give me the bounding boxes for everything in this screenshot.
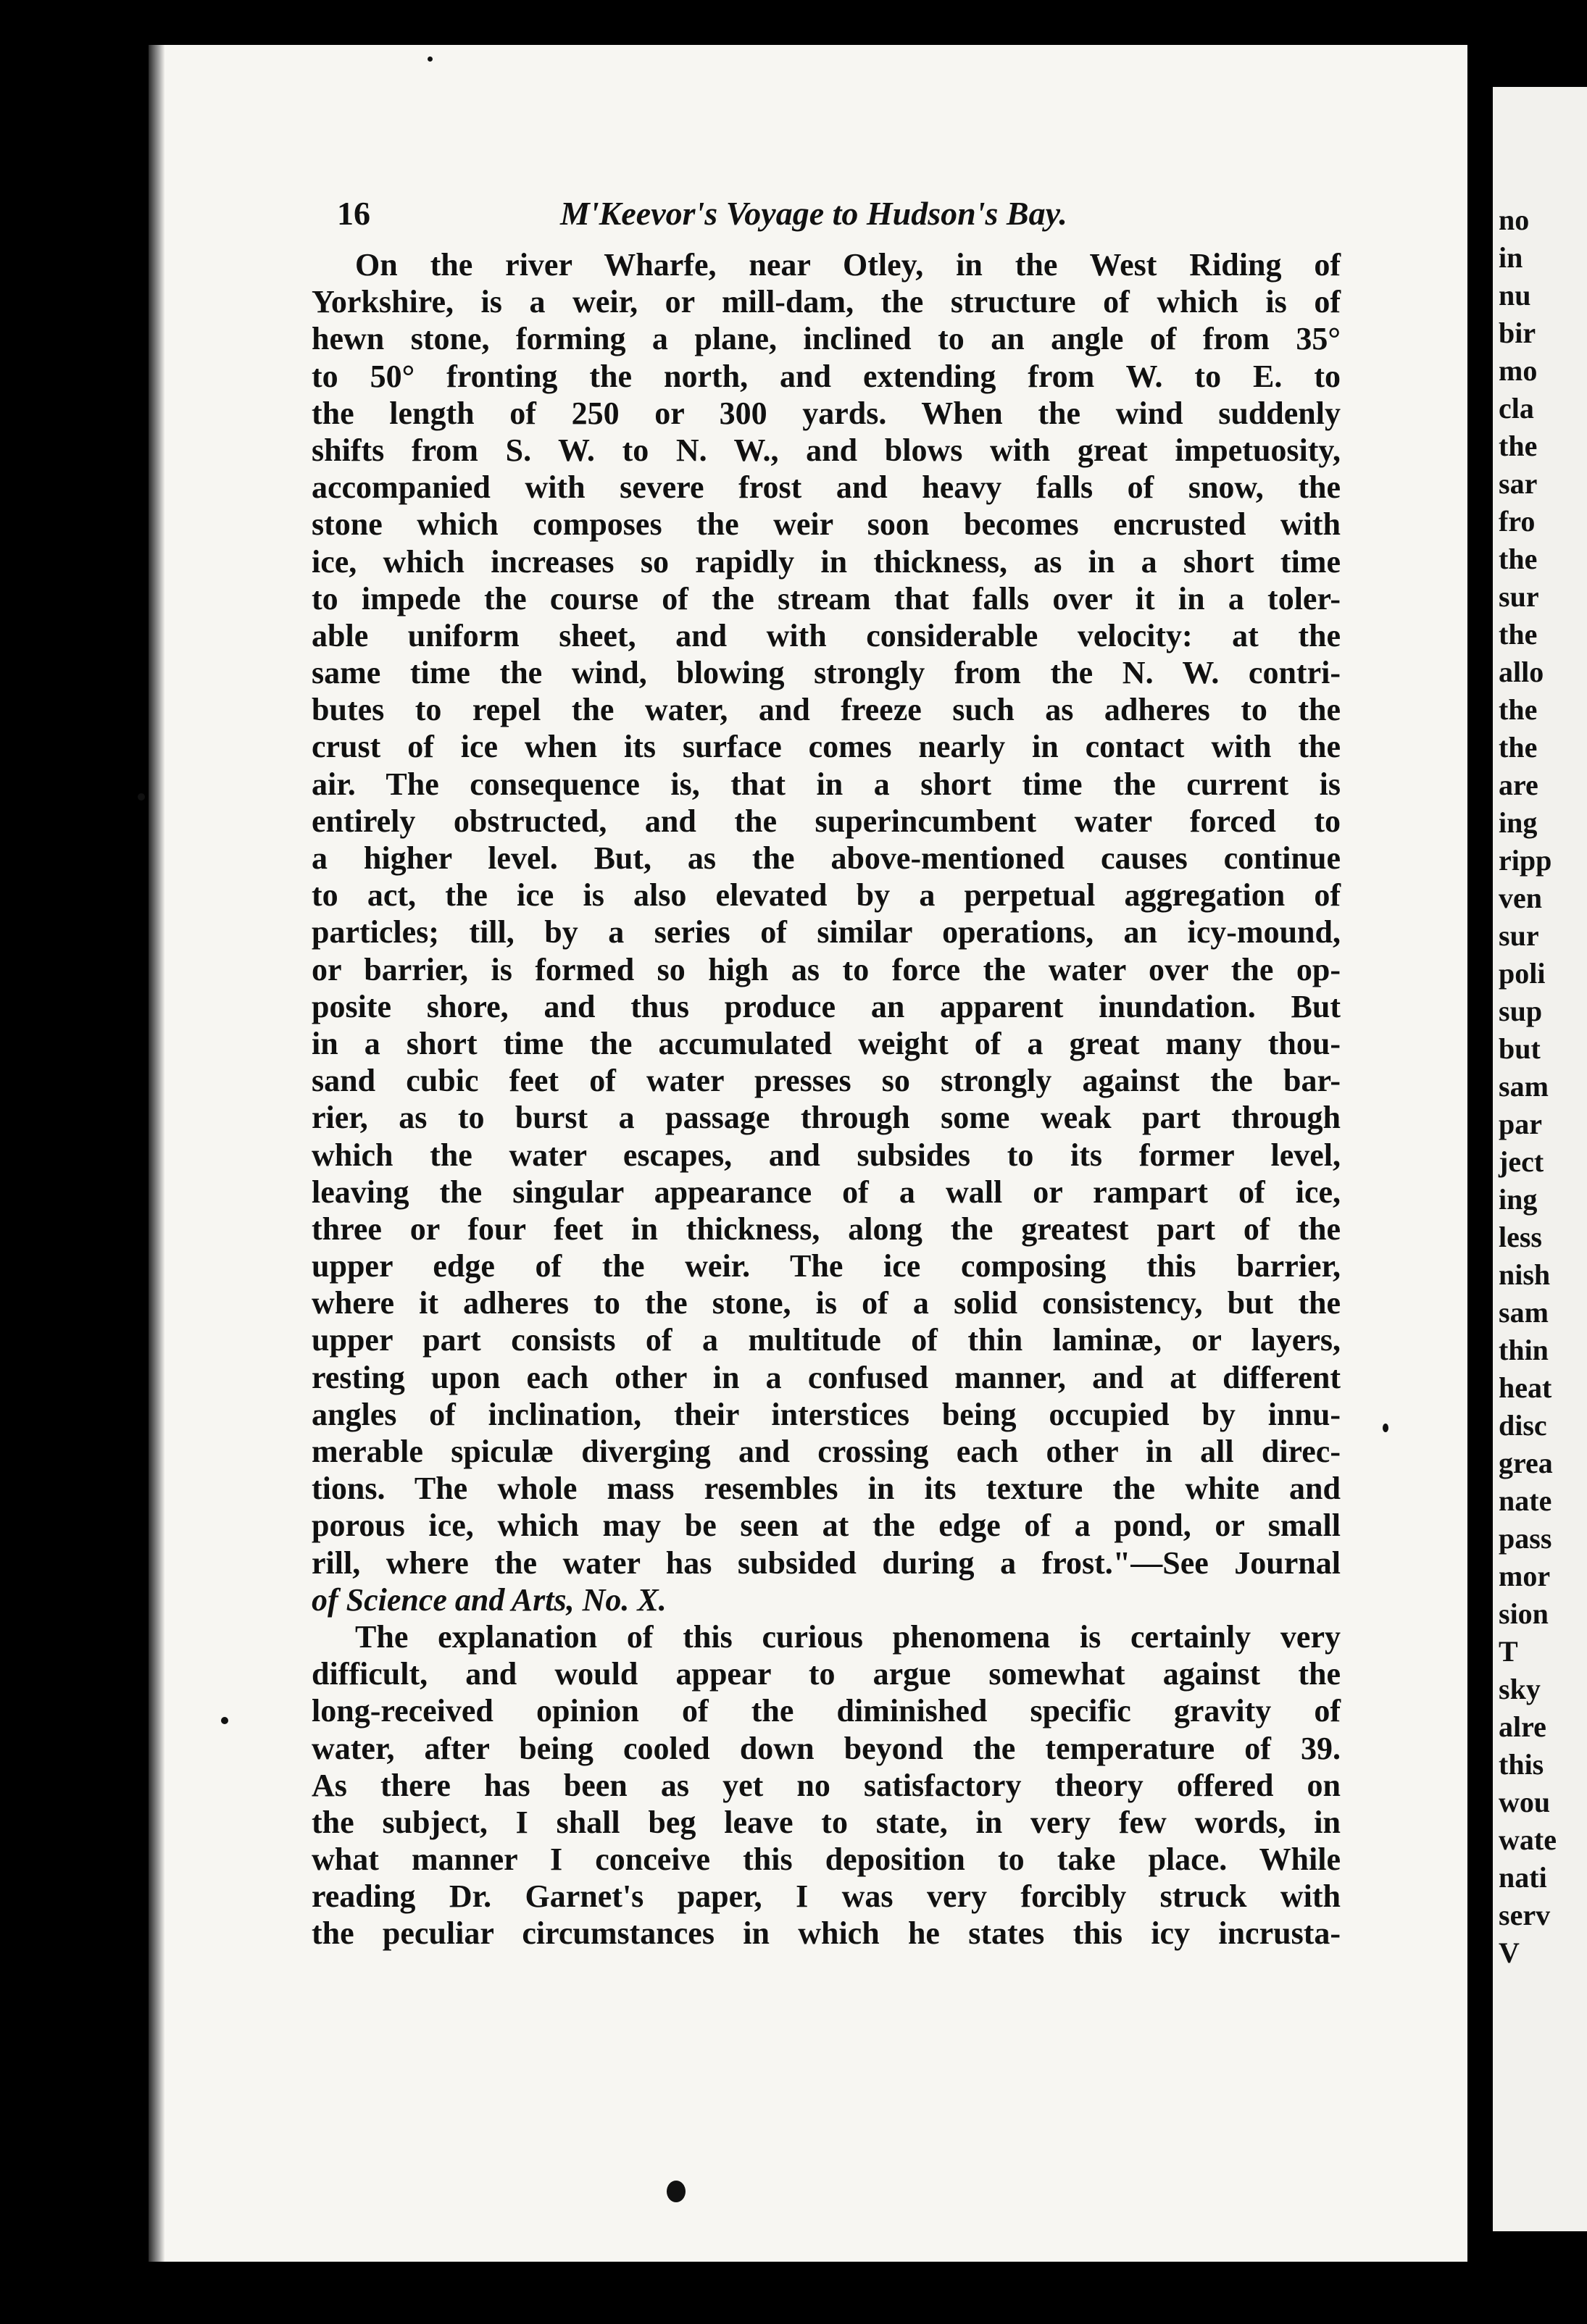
adjacent-page-fragment: bir xyxy=(1499,317,1536,349)
ink-speck xyxy=(428,57,433,62)
text-line: resting upon each other in a confused manner, and at different xyxy=(312,1359,1341,1395)
adjacent-page-fragment: less xyxy=(1499,1221,1542,1253)
text-line: to 50° fronting the north, and extending from W. to E. to xyxy=(312,358,1341,394)
text-line: Yorkshire, is a weir, or mill-dam, the structure of which is of xyxy=(312,284,1341,320)
text-line: The explanation of this curious phenomena is certainly very xyxy=(355,1618,1341,1655)
adjacent-page-fragment: cla xyxy=(1499,392,1534,425)
adjacent-page-fragment: the xyxy=(1499,618,1538,651)
text-line: air. The consequence is, that in a short time the current is xyxy=(312,766,1341,802)
adjacent-page-fragment: wou xyxy=(1499,1786,1551,1818)
adjacent-page-fragment: nate xyxy=(1499,1484,1552,1517)
adjacent-page-fragment: mor xyxy=(1499,1560,1551,1592)
adjacent-page-fragment: no xyxy=(1499,204,1530,236)
text-line: what manner I conceive this deposition to take place. While xyxy=(312,1842,1341,1878)
text-line: hewn stone, forming a plane, inclined to an angle of from 35° xyxy=(312,321,1341,357)
adjacent-page-fragment: in xyxy=(1499,241,1523,274)
adjacent-page-fragment: alre xyxy=(1499,1710,1546,1743)
adjacent-page-fragment: poli xyxy=(1499,957,1546,990)
text-line: upper part consists of a multitude of thin laminæ, or layers, xyxy=(312,1322,1341,1358)
text-line: angles of inclination, their interstices being occupied by innu- xyxy=(312,1396,1341,1432)
adjacent-page-fragment: sion xyxy=(1499,1597,1549,1630)
text-line: shifts from S. W. to N. W., and blows with great impetuosity, xyxy=(312,432,1341,468)
adjacent-page-fragment: sam xyxy=(1499,1296,1549,1329)
text-line: ice, which increases so rapidly in thickness, as in a short time xyxy=(312,543,1341,580)
body-text xyxy=(312,246,1341,1952)
adjacent-page-fragment: V xyxy=(1499,1936,1520,1969)
adjacent-page-fragment: the xyxy=(1499,731,1538,764)
adjacent-page-fragment: ing xyxy=(1499,806,1538,839)
adjacent-page-fragment: ripp xyxy=(1499,844,1552,877)
text-line: a higher level. But, as the above-mentioned causes continue xyxy=(312,840,1341,876)
ink-speck xyxy=(138,793,145,801)
text-line: On the river Wharfe, near Otley, in the West Riding of xyxy=(355,247,1341,283)
text-line: rill, where the water has subsided during a frost."—See Journal xyxy=(312,1545,1341,1581)
text-line: reading Dr. Garnet's paper, I was very forcibly struck with xyxy=(312,1878,1341,1915)
adjacent-page-edge xyxy=(1493,87,1587,2231)
text-line: leaving the singular appearance of a wall or rampart of ice, xyxy=(312,1174,1341,1210)
text-line: crust of ice when its surface comes nearly in contact with the xyxy=(312,729,1341,765)
text-line: long-received opinion of the diminished specific gravity of xyxy=(312,1693,1341,1729)
ink-speck xyxy=(667,2181,686,2202)
text-line: stone which composes the weir soon becomes encrusted with xyxy=(312,506,1341,543)
journal-citation: of Science and Arts, No. X. xyxy=(312,1581,667,1618)
text-line: able uniform sheet, and with considerable velocity: at the xyxy=(312,617,1341,653)
text-line: in a short time the accumulated weight of a great many thou- xyxy=(312,1025,1341,1061)
page-number: 16 xyxy=(337,195,370,232)
adjacent-page-fragment: the xyxy=(1499,430,1538,462)
ink-speck xyxy=(221,1717,228,1724)
adjacent-page-fragment: the xyxy=(1499,543,1538,575)
adjacent-page-fragment: sup xyxy=(1499,995,1543,1027)
text-line: upper edge of the weir. The ice composing this barrier, xyxy=(312,1248,1341,1284)
page-binding-shadow xyxy=(149,45,164,2262)
text-line: the length of 250 or 300 yards. When the wind suddenly xyxy=(312,395,1341,431)
adjacent-page-fragment: sar xyxy=(1499,467,1538,500)
adjacent-page-fragment: thin xyxy=(1499,1334,1549,1366)
adjacent-page-fragment: sam xyxy=(1499,1070,1549,1103)
adjacent-page-fragment: ven xyxy=(1499,882,1542,914)
adjacent-page-fragment: nu xyxy=(1499,279,1531,312)
adjacent-page-fragment: grea xyxy=(1499,1447,1553,1479)
text-line: the peculiar circumstances in which he states this icy incrusta- xyxy=(312,1915,1341,1952)
text-line: water, after being cooled down beyond the temperature of 39. xyxy=(312,1730,1341,1766)
paragraph-2 xyxy=(312,1618,1341,1952)
text-line: porous ice, which may be seen at the edge of a pond, or small xyxy=(312,1508,1341,1544)
text-line: or barrier, is formed so high as to force the water over the op- xyxy=(312,951,1341,987)
adjacent-page-fragment: but xyxy=(1499,1032,1541,1065)
text-line: posite shore, and thus produce an apparent inundation. But xyxy=(312,988,1341,1024)
adjacent-page-fragment: par xyxy=(1499,1108,1542,1140)
text-line: particles; till, by a series of similar operations, an icy-mound, xyxy=(312,914,1341,950)
text-line: rier, as to burst a passage through some weak part through xyxy=(312,1100,1341,1136)
adjacent-page-fragment: sur xyxy=(1499,919,1539,952)
adjacent-page-fragment: nati xyxy=(1499,1861,1547,1894)
adjacent-page-fragment: mo xyxy=(1499,354,1538,387)
text-line: sand cubic feet of water presses so strongly against the bar- xyxy=(312,1063,1341,1099)
running-title: M'Keevor's Voyage to Hudson's Bay. xyxy=(560,195,1067,232)
text-line: same time the wind, blowing strongly from the N. W. contri- xyxy=(312,655,1341,691)
text-line: the subject, I shall beg leave to state, in very few words, in xyxy=(312,1804,1341,1840)
adjacent-page-fragment: ing xyxy=(1499,1183,1538,1216)
text-line xyxy=(312,1581,1341,1618)
text-line: butes to repel the water, and freeze such as adheres to the xyxy=(312,692,1341,728)
adjacent-page-fragment: disc xyxy=(1499,1409,1547,1442)
text-line: three or four feet in thickness, along the greatest part of the xyxy=(312,1211,1341,1247)
adjacent-page-fragment: pass xyxy=(1499,1522,1552,1555)
text-line: to impede the course of the stream that falls over it in a toler- xyxy=(312,580,1341,616)
adjacent-page-fragment: serv xyxy=(1499,1899,1551,1931)
text-line: entirely obstructed, and the superincumbent water forced to xyxy=(312,803,1341,839)
adjacent-page-fragment: heat xyxy=(1499,1371,1552,1404)
adjacent-page-fragment: are xyxy=(1499,769,1538,801)
adjacent-page-fragment: this xyxy=(1499,1748,1544,1781)
paragraph-1 xyxy=(312,246,1341,1581)
text-line: As there has been as yet no satisfactory theory offered on xyxy=(312,1767,1341,1803)
ink-speck xyxy=(1383,1424,1388,1432)
adjacent-page-fragment: fro xyxy=(1499,505,1536,538)
adjacent-page-fragment: ject xyxy=(1499,1145,1544,1178)
adjacent-page-fragment: the xyxy=(1499,693,1538,726)
text-line: tions. The whole mass resembles in its texture the white and xyxy=(312,1471,1341,1507)
adjacent-page-fragment: T xyxy=(1499,1635,1518,1668)
adjacent-page-fragment: wate xyxy=(1499,1823,1557,1856)
text-line: merable spiculæ diverging and crossing each other in all direc- xyxy=(312,1434,1341,1469)
adjacent-page-fragment: allo xyxy=(1499,656,1544,688)
book-gutter xyxy=(1467,87,1493,2231)
text-line: accompanied with severe frost and heavy falls of snow, the xyxy=(312,469,1341,506)
text-line: to act, the ice is also elevated by a perpetual aggregation of xyxy=(312,877,1341,914)
text-line: where it adheres to the stone, is of a solid consistency, but the xyxy=(312,1285,1341,1321)
page-header xyxy=(337,194,1163,238)
adjacent-page-fragment: sur xyxy=(1499,580,1539,613)
adjacent-page-fragment: nish xyxy=(1499,1258,1551,1291)
text-line: which the water escapes, and subsides to its former level, xyxy=(312,1137,1341,1173)
adjacent-page-fragment: sky xyxy=(1499,1673,1541,1705)
text-line: difficult, and would appear to argue somewhat against the xyxy=(312,1656,1341,1692)
